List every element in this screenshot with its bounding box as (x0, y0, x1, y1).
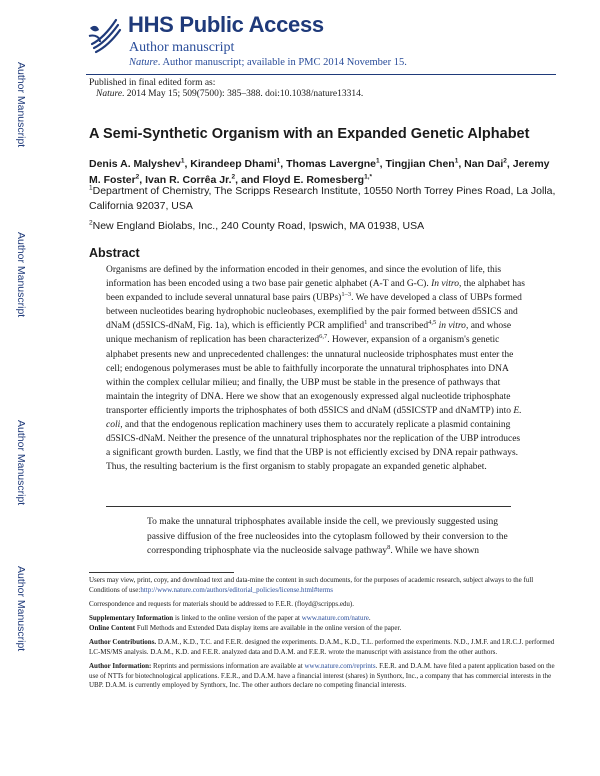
affiliation-1 (89, 184, 559, 214)
text-run: . While we have shown (390, 546, 480, 556)
author-separator: , (458, 158, 465, 170)
published-label: Published in final edited form as: (89, 78, 216, 88)
author-affiliation-sup: 1 (180, 157, 185, 165)
author-separator: , (506, 158, 513, 170)
abstract-divider (106, 506, 511, 507)
author-info-text: Reprints and permissions information are available at (151, 662, 305, 671)
author-affiliation-sup: 1 (454, 157, 459, 165)
side-label-author-manuscript: Author Manuscript (15, 62, 27, 148)
paper-title: A Semi-Synthetic Organism with an Expanded Genetic Alphabet (89, 126, 530, 142)
author-separator: , (379, 158, 386, 170)
citation-sup: 8 (387, 543, 391, 551)
supplementary-text: is linked to the online version of the paper at (173, 613, 302, 622)
side-label-author-manuscript: Author Manuscript (15, 232, 27, 318)
author-name: Ivan R. Corrêa Jr. (145, 174, 232, 186)
text-run: and transcribed (367, 321, 429, 332)
text-run: , the alphabet has been expanded to include several unnatural base pairs (UBPs) (106, 279, 525, 304)
availability-text: . Author manuscript; available in PMC 2014 November 15. (157, 57, 407, 68)
author-affiliation-sup: 2 (231, 173, 236, 181)
citation-sup: 1 (364, 319, 368, 327)
author-name: Denis A. Malyshev (89, 158, 181, 170)
supplementary-link[interactable]: www.nature.com/nature (301, 613, 369, 622)
journal-availability (129, 57, 407, 68)
author-name: Jeremy M. Foster (89, 158, 550, 186)
author-name: Floyd E. Romesberg (262, 174, 365, 186)
author-manuscript-subtitle: Author manuscript (129, 40, 235, 55)
online-content-label: Online Content (89, 624, 136, 633)
supplementary-note: Supplementary Information is linked to the online version of the paper at www.nature.com/nature. (89, 613, 371, 622)
affiliation-sup: 1 (89, 184, 93, 192)
italic-text: In vitro (431, 279, 459, 290)
author-affiliation-sup: 2 (503, 157, 507, 165)
author-contributions (89, 638, 559, 657)
author-affiliation-sup: 2 (135, 173, 140, 181)
author-name: Tingjian Chen (385, 158, 455, 170)
terms-link[interactable]: http://www.nature.com/authors/editorial_policies/license.html#terms (140, 585, 333, 594)
published-citation (96, 89, 363, 99)
author-name: Thomas Lavergne (286, 158, 376, 170)
text-run: . We have developed a class of UBPs formed between nucleotides bearing hydrophobic nucleobases, exemplified by the pair formed between d5SICS and dNaM (d5SICS-dNaM, Fig. 1a), which is efficiently PCR amplified (106, 293, 522, 332)
author-name: Nan Dai (464, 158, 504, 170)
italic-text: in vitro (438, 321, 466, 332)
terms-text: Users may view, print, copy, and download text and data-mine the content in such documents, for the purposes of academic research, subject always to the full Conditions of use: (89, 576, 534, 594)
citation-sup: 4,5 (428, 319, 437, 327)
author-separator: , and (235, 174, 263, 186)
affiliation-text: New England Biolabs, Inc., 240 County Road, Ipswich, MA 01938, USA (92, 220, 425, 232)
contributions-text: D.A.M., K.D., T.C. and F.E.R. designed the experiments. D.A.M., K.D., T.L. performed the experiments. N.D., J.M.F. and I.R.C.J. performed LC-MS/MS analysis. D.A.M., K.D. and F.E.R. analyzed data and D.A.M. and F.E.R. wrote the manuscript with assistance from the other authors. (89, 638, 555, 657)
affiliation-2 (89, 219, 559, 234)
author-separator: , (139, 174, 146, 186)
abstract-heading: Abstract (89, 246, 140, 260)
side-label-author-manuscript: Author Manuscript (15, 420, 27, 506)
hhs-public-access-title: HHS Public Access (128, 12, 324, 37)
reprints-link[interactable]: www.nature.com/reprints (304, 662, 376, 671)
online-content-note (89, 624, 559, 634)
affiliation-sup: 2 (89, 219, 93, 227)
footnote-divider (89, 572, 234, 573)
text-run: . However, expansion of a organism's genetic alphabet presents new and unprecedented challenges: the unnatural nucleoside triphosphates must enter the cell; endogenous polymerases must be able to faithfully incorporate the unnatural triphosphates into DNA within the complex cellular milieu; and finally, the UBP must be stable in the presence of pathways that maintain the integrity of DNA. Here we show that an exogenously expressed algal nucleotide triphosphate transporter efficiently imports the triphosphates of both d5SICS and dNaM (d5SICSTP and dNaMTP) into (106, 335, 514, 416)
italic-text: E. coli (106, 405, 522, 431)
header-divider (86, 74, 556, 75)
terms-of-use (89, 576, 559, 595)
hhs-eagle-logo-icon (86, 14, 124, 56)
author-affiliation-sup: 1,* (364, 173, 373, 181)
text-run: , and whose unique mechanism of replication has been characterized (106, 321, 512, 346)
journal-name: Nature (129, 57, 158, 68)
footnotes (89, 576, 559, 695)
author-separator: , (280, 158, 287, 170)
author-affiliation-sup: 1 (376, 157, 380, 165)
correspondence-note: Correspondence and requests for materials should be addressed to F.E.R. (floyd@scripps.edu). (89, 599, 355, 608)
online-content-text: Full Methods and Extended Data display items are available in the online version of the paper. (135, 624, 402, 633)
citation-sup: 6,7 (319, 333, 328, 341)
text-run: Organisms are defined by the information encoded in their genomes, and since the evolution of life, this information has been encoded using a two base pair genetic alphabet (A-T and G-C). (106, 265, 502, 290)
affiliation-text: Department of Chemistry, The Scripps Research Institute, 10550 North Torrey Pines Road, La Jolla, California 92037, USA (89, 185, 556, 212)
author-info-label: Author Information: (89, 662, 152, 671)
side-label-author-manuscript: Author Manuscript (15, 566, 27, 652)
citation-journal: Nature (96, 89, 123, 99)
author-information (89, 662, 559, 691)
supplementary-label: Supplementary Information (89, 613, 174, 622)
abstract-body (106, 263, 526, 474)
author-name: Kirandeep Dhami (190, 158, 277, 170)
citation-sup: 1–3 (341, 291, 352, 299)
text-run: To make the unnatural triphosphates available inside the cell, we previously suggested using passive diffusion of the free nucleosides into the cytoplasm followed by their conversion to the corresponding triphosphate via the nucleoside salvage pathway (147, 517, 508, 556)
citation-details: . 2014 May 15; 509(7500): 385–388. doi:10.1038/nature13314. (122, 89, 364, 99)
author-affiliation-sup: 1 (276, 157, 281, 165)
author-info-text-2: . F.E.R. and D.A.M. have filed a patent application based on the use of NTTs for biotechnological applications. F.E.R., and D.A.M. have a financial interest (shares) in Synthorx, Inc., a company that has commercial interests in the UBP. D.A.M. is currently employed by Synthorx, Inc. The other authors declare no competing financial interests. (89, 662, 555, 690)
text-run: , and that the endogenous replication machinery uses them to accurately replicate a plasmid containing d5SICS-dNaM. Neither the presence of the unnatural triphosphates nor the replication of the UBP introduces a significant growth burden. Lastly, we find that the UBP is not efficiently excised by DNA repair pathways. Thus, the resulting bacterium is the first organism to stably propagate an expanded genetic alphabet. (106, 420, 521, 473)
contributions-label: Author Contributions. (89, 638, 157, 647)
intro-paragraph (147, 515, 527, 559)
author-separator: , (184, 158, 191, 170)
